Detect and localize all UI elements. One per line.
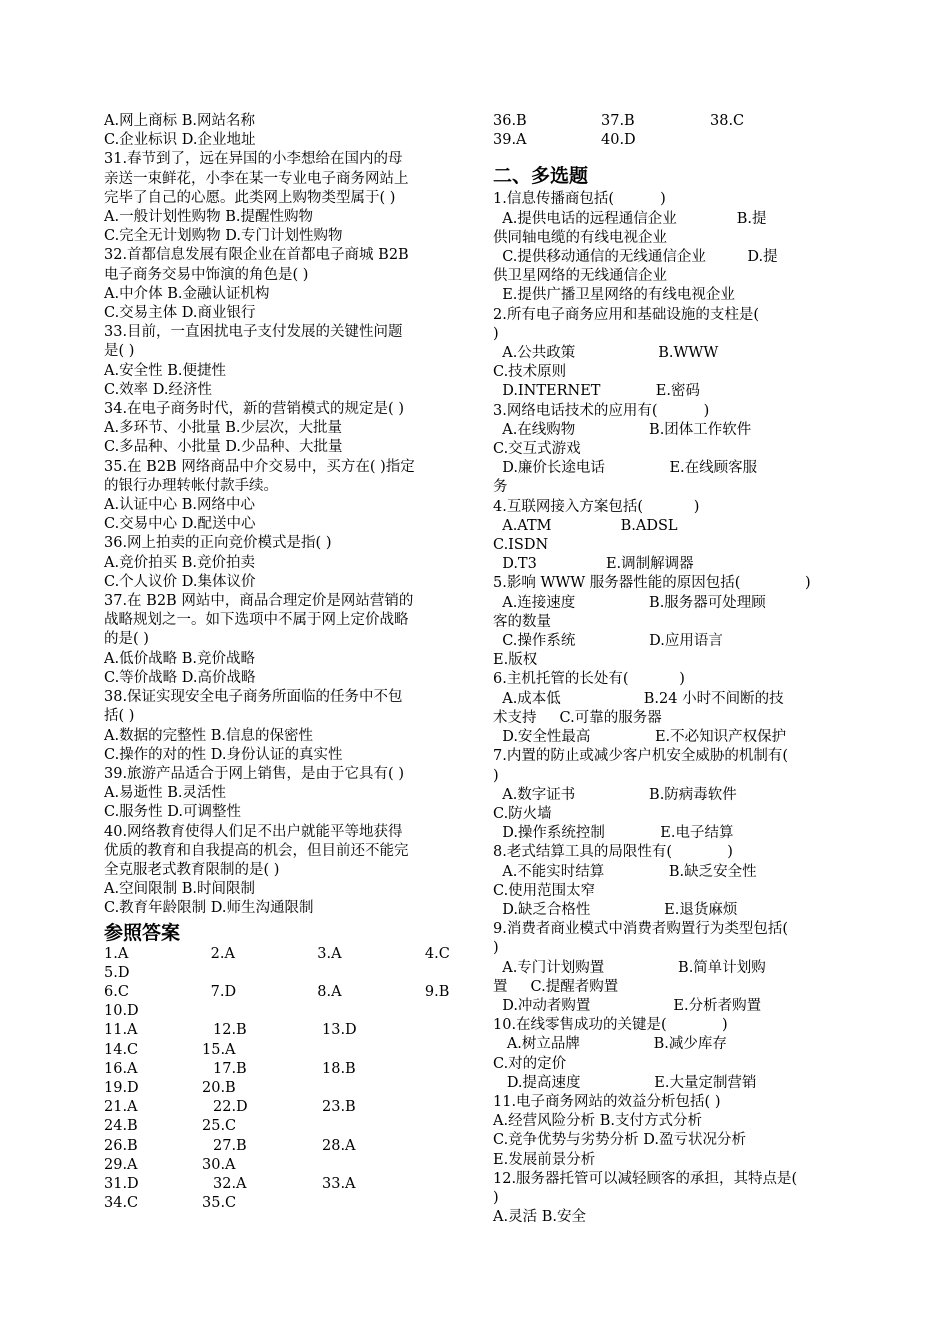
text-line: 31.春节到了，远在异国的小李想给在国内的母: [104, 151, 403, 168]
left-column: [104, 112, 464, 1213]
text-line: D.廉价长途电话 E.在线顾客服: [493, 460, 758, 477]
text-line: D.操作系统控制 E.电子结算: [493, 825, 734, 842]
answer-row: [104, 1002, 464, 1021]
text-line: C.提供移动通信的无线通信企业 D.提: [493, 249, 778, 266]
text-line: A.数字证书 B.防病毒软件: [493, 786, 737, 803]
multiple-choice-list: [493, 190, 845, 1227]
text-line: 是( ): [104, 343, 135, 360]
text-line: A.连接速度 B.服务器可处理顾: [493, 594, 766, 611]
text-line: 客的数量: [493, 613, 551, 630]
text-line: 括( ): [104, 708, 135, 725]
answer-item: 27.B: [213, 1137, 247, 1154]
text-line: 供卫星网络的无线通信企业: [493, 268, 667, 285]
text-line: A.安全性 B.便捷性: [104, 362, 226, 379]
answer-item: 2.A: [210, 945, 235, 962]
text-line: C.交互式游戏: [493, 441, 581, 458]
answer-row: [104, 1156, 464, 1175]
text-line: C.交易中心 D.配送中心: [104, 516, 256, 533]
answer-row: [104, 1079, 464, 1098]
text-line: 的银行办理转帐付款手续。: [104, 477, 278, 494]
answer-row: [104, 1060, 464, 1079]
text-line: 11.电子商务网站的效益分析包括( ): [493, 1093, 721, 1110]
answer-item: 16.A: [104, 1060, 138, 1077]
text-line: C.竞争优势与劣势分析 D.盈亏状况分析: [493, 1132, 747, 1149]
text-line: A.网上商标 B.网站名称: [104, 113, 255, 129]
text-line: D.安全性最高 E.不必知识产权保护: [493, 729, 787, 746]
text-line: A.ATM B.ADSL: [493, 517, 678, 534]
text-line: C.操作的对的性 D.身份认证的真实性: [104, 746, 343, 763]
text-line: 33.目前，一直困扰电子支付发展的关键性问题: [104, 324, 403, 341]
text-line: D.T3 E.调制解调器: [493, 556, 694, 573]
answer-item: 29.A: [104, 1156, 138, 1173]
text-line: A.竞价拍买 B.竞价拍卖: [104, 554, 255, 571]
text-line: C.教育年龄限制 D.师生沟通限制: [104, 900, 314, 917]
text-line: A.公共政策 B.WWW: [493, 345, 719, 362]
text-line: A.经营风险分析 B.支付方式分析: [493, 1113, 702, 1130]
right-column: [493, 112, 845, 1227]
answer-item: 23.B: [322, 1099, 356, 1116]
text-line: 1.信息传播商包括( ): [493, 191, 666, 208]
text-line: A.灵活 B.安全: [493, 1209, 586, 1226]
answer-item: 40.D: [601, 132, 636, 149]
answer-item: 17.B: [213, 1060, 247, 1077]
answer-item: 21.A: [104, 1099, 138, 1116]
answer-row: [493, 131, 845, 150]
answer-row: [493, 112, 845, 131]
text-line: 的是( ): [104, 631, 149, 648]
answer-item: 18.B: [322, 1060, 356, 1077]
answer-item: 14.C: [104, 1041, 139, 1058]
answer-row: [104, 1041, 464, 1060]
text-line: A.认证中心 B.网络中心: [104, 497, 255, 514]
text-line: D.缺乏合格性 E.退货麻烦: [493, 901, 738, 918]
text-line: ): [493, 325, 499, 342]
text-line: A.成本低 B.24 小时不间断的技: [493, 690, 784, 707]
answer-item: 37.B: [601, 113, 635, 129]
text-line: E.版权: [493, 652, 538, 669]
answer-row: [104, 1137, 464, 1156]
text-line: C.个人议价 D.集体议价: [104, 573, 256, 590]
text-line: E.提供广播卫星网络的有线电视企业: [493, 287, 735, 304]
text-line: 供同轴电缆的有线电视企业: [493, 229, 667, 246]
text-line: 亲送一束鲜花，小李在某一专业电子商务网站上: [104, 170, 409, 187]
text-line: 2.所有电子商务应用和基础设施的支柱是(: [493, 306, 759, 323]
text-line: D.提高速度 E.大量定制营销: [493, 1074, 757, 1091]
answers-title: 参照答案: [104, 921, 181, 944]
text-line: A.多环节、小批量 B.少层次，大批量: [104, 420, 342, 437]
text-line: ): [493, 940, 499, 957]
text-line: 32.首都信息发展有限企业在首都电子商城 B2B: [104, 247, 409, 264]
text-line: A.低价战略 B.竞价战略: [104, 650, 255, 667]
text-line: C.使用范围太窄: [493, 882, 596, 899]
text-line: A.不能实时结算 B.缺乏安全性: [493, 863, 757, 880]
answer-item: 5.D: [104, 964, 130, 981]
text-line: A.专门计划购置 B.简单计划购: [493, 959, 766, 976]
text-line: 完毕了自己的心愿。此类网上购物类型属于( ): [104, 189, 396, 206]
text-line: C.企业标识 D.企业地址: [104, 132, 256, 149]
answer-item: 6.C: [104, 983, 129, 1000]
text-line: A.空间限制 B.时间限制: [104, 881, 255, 898]
answer-row: [104, 964, 464, 983]
text-line: 电子商务交易中饰演的角色是( ): [104, 266, 309, 283]
text-line: 8.老式结算工具的局限性有( ): [493, 844, 733, 861]
answer-item: 20.B: [202, 1079, 236, 1096]
answer-row: [104, 1117, 464, 1136]
answer-item: 33.A: [322, 1175, 356, 1192]
answer-item: 31.D: [104, 1175, 139, 1192]
text-line: C.等价战略 D.高价战略: [104, 669, 256, 686]
text-line: 战略规划之一。如下选项中不属于网上定价战略: [104, 612, 409, 629]
answer-item: 28.A: [322, 1137, 356, 1154]
text-line: 37.在 B2B 网站中，商品合理定价是网站营销的: [104, 593, 414, 610]
text-line: D.冲动者购置 E.分析者购置: [493, 997, 762, 1014]
answer-row: [104, 1021, 464, 1040]
answer-item: 19.D: [104, 1079, 139, 1096]
text-line: 优质的教育和自我提高的机会，但目前还不能完: [104, 842, 409, 859]
text-line: 4.互联网接入方案包括( ): [493, 498, 700, 515]
text-line: A.在线购物 B.团体工作软件: [493, 421, 752, 438]
text-line: ): [493, 767, 499, 784]
text-line: A.数据的完整性 B.信息的保密性: [104, 727, 313, 744]
text-line: C.服务性 D.可调整性: [104, 804, 242, 821]
left-question-list: [104, 112, 464, 919]
answer-row: [104, 1175, 464, 1194]
answer-item: 38.C: [710, 113, 745, 129]
text-line: C.完全无计划购物 D.专门计划性购物: [104, 228, 343, 245]
answer-item: 24.B: [104, 1118, 138, 1135]
text-line: 3.网络电话技术的应用有( ): [493, 402, 710, 419]
text-line: C.防火墙: [493, 805, 552, 822]
text-line: A.提供电话的远程通信企业 B.提: [493, 210, 767, 227]
answer-item: 15.A: [202, 1041, 236, 1058]
text-line: A.中介体 B.金融认证机构: [104, 285, 270, 302]
answer-item: 1.A: [104, 945, 129, 962]
text-line: C.操作系统 D.应用语言: [493, 633, 723, 650]
answer-item: 34.C: [104, 1195, 139, 1212]
text-line: C.效率 D.经济性: [104, 381, 213, 398]
answer-item: 12.B: [213, 1022, 247, 1039]
answer-item: 26.B: [104, 1137, 138, 1154]
text-line: 39.旅游产品适合于网上销售，是由于它具有( ): [104, 765, 404, 782]
text-line: 术支持 C.可靠的服务器: [493, 709, 662, 726]
text-line: 38.保证实现安全电子商务所面临的任务中不包: [104, 689, 403, 706]
answer-item: 7.D: [210, 983, 237, 1000]
answer-item: 13.D: [322, 1022, 357, 1039]
answer-item: 3.A: [317, 945, 342, 962]
text-line: A.一般计划性购物 B.提醒性购物: [104, 209, 313, 226]
answer-item: 9.B: [424, 983, 450, 1000]
text-line: C.多品种、小批量 D.少品种、大批量: [104, 439, 343, 456]
text-line: 12.服务器托管可以减轻顾客的承担，其特点是(: [493, 1170, 798, 1187]
text-line: 10.在线零售成功的关键是( ): [493, 1017, 728, 1034]
text-line: C.技术原则: [493, 364, 567, 381]
answer-item: 32.A: [213, 1175, 247, 1192]
answer-item: 35.C: [202, 1195, 237, 1212]
answer-key-grid-continued: [493, 112, 845, 150]
text-line: C.交易主体 D.商业银行: [104, 305, 256, 322]
section-title: 二、多选题: [493, 165, 589, 188]
text-line: C.对的定价: [493, 1055, 567, 1072]
text-line: 34.在电子商务时代，新的营销模式的规定是( ): [104, 401, 404, 418]
text-line: 务: [493, 479, 508, 496]
text-line: 6.主机托管的长处有( ): [493, 671, 685, 688]
text-line: D.INTERNET E.密码: [493, 383, 700, 400]
answer-item: 4.C: [424, 945, 450, 962]
answer-key-grid: [104, 945, 464, 1214]
text-line: C.ISDN: [493, 537, 549, 554]
text-line: 36.网上拍卖的正向竞价模式是指( ): [104, 535, 332, 552]
text-line: E.发展前景分析: [493, 1151, 596, 1168]
answer-row: [104, 1098, 464, 1117]
text-line: 9.消费者商业模式中消费者购置行为类型包括(: [493, 921, 788, 938]
answer-item: 39.A: [493, 132, 527, 149]
answer-item: 25.C: [202, 1118, 237, 1135]
text-line: 5.影响 WWW 服务器性能的原因包括( ): [493, 575, 811, 592]
text-line: 35.在 B2B 网络商品中介交易中，买方在( )指定: [104, 458, 415, 475]
text-line: ): [493, 1189, 499, 1206]
answer-item: 11.A: [104, 1022, 138, 1039]
text-line: 40.网络教育使得人们足不出户就能平等地获得: [104, 823, 403, 840]
text-line: 置 C.提醒者购置: [493, 978, 619, 995]
answer-item: 22.D: [213, 1099, 248, 1116]
answer-item: 30.A: [202, 1156, 236, 1173]
answer-row: [104, 945, 464, 964]
text-line: A.树立品牌 B.减少库存: [493, 1036, 727, 1053]
answer-item: 36.B: [493, 113, 527, 129]
answer-row: [104, 1194, 464, 1213]
text-line: 全克服老式教育限制的是( ): [104, 861, 280, 878]
answer-item: 8.A: [317, 983, 342, 1000]
answer-row: [104, 983, 464, 1002]
text-line: 7.内置的防止或减少客户机安全威胁的机制有(: [493, 748, 788, 765]
answer-item: 10.D: [104, 1003, 139, 1020]
text-line: A.易逝性 B.灵活性: [104, 785, 226, 802]
